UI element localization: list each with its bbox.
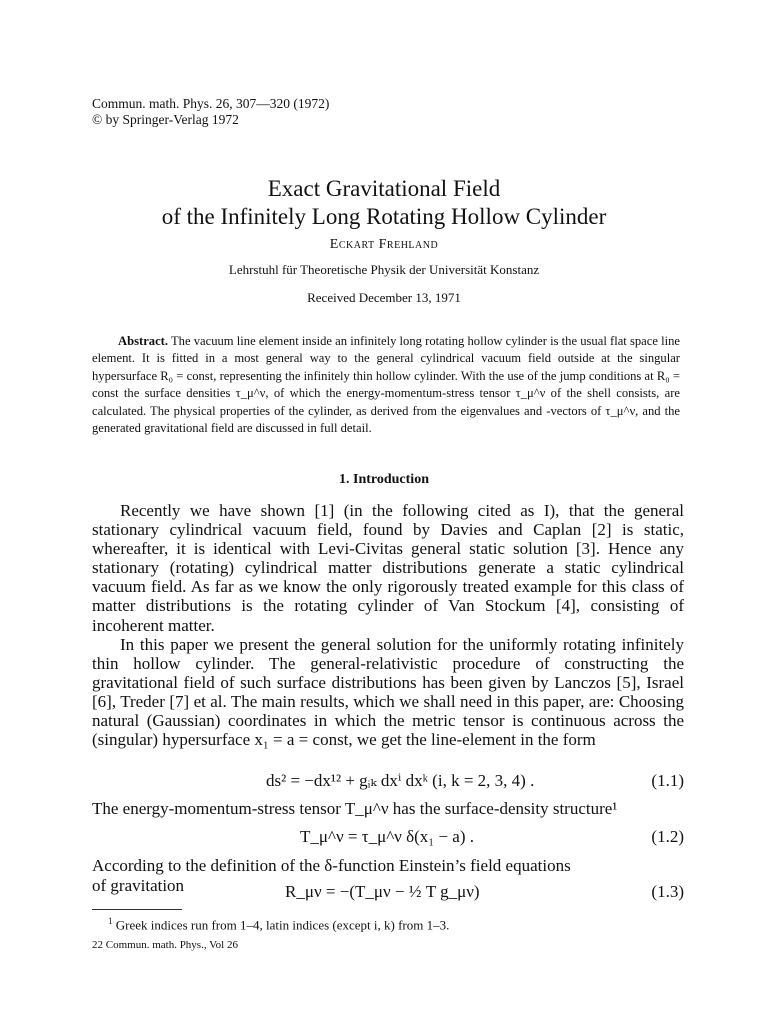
page-folio: 22 Commun. math. Phys., Vol 26 bbox=[92, 939, 238, 951]
equation-1-1 bbox=[92, 771, 684, 793]
introduction-body bbox=[92, 501, 684, 749]
of-gravitation-text: of gravitation bbox=[92, 876, 185, 895]
author-affiliation: Lehrstuhl für Theoretische Physik der Universität Konstanz bbox=[228, 262, 540, 277]
citation-line: Commun. math. Phys. 26, 307—320 (1972) bbox=[92, 96, 330, 111]
equation-formula: R_μν = −(T_μν − ½ T g_μν) bbox=[285, 882, 480, 901]
footnote-mark: 1 bbox=[108, 916, 113, 926]
paper-title-line-2: of the Infinitely Long Rotating Hollow Cylinder bbox=[161, 204, 607, 229]
abstract-label: Abstract. bbox=[118, 334, 169, 348]
copyright-line: © by Springer-Verlag 1972 bbox=[92, 112, 239, 127]
equation-formula: T_μ^ν = τ_μ^ν δ(x₁ − a) . bbox=[300, 827, 475, 846]
equation-number: (1.2) bbox=[651, 827, 684, 846]
equation-number: (1.1) bbox=[651, 771, 684, 790]
paragraph: In this paper we present the general solution for the uniformly rotating infinitely thin hollow cylinder. The general-relativistic procedure of constructing the gravitational field of such surface distributions has been given by Lanczos [5], Israel [6], Treder [7] et al. The main results, which we shall need in this paper, are: Choosing natural (Gaussian) coordinates in which the metric tensor is continuous across the (singular) hypersurface x₁ = a = const, we get the line-element in the form bbox=[92, 634, 684, 750]
equation-1-3 bbox=[92, 882, 684, 904]
equation-formula: ds² = −dx¹² + gᵢₖ dxⁱ dxᵏ (i, k = 2, 3, 4) . bbox=[266, 771, 535, 790]
author-name: Eckart Frehland bbox=[329, 237, 439, 252]
equation-1-2 bbox=[92, 827, 684, 849]
emst-sentence: The energy-momentum-stress tensor T_μ^ν has the surface-density structure¹ bbox=[92, 799, 618, 818]
paragraph: Recently we have shown [1] (in the following cited as I), that the general stationary cylindrical vacuum field, found by Davies and Caplan [2] is static, whereafter, it is identical with Levi-Civitas general static solution [3]. Hence any stationary (rotating) cylindrical matter distributions generate a static cylindrical vacuum field. As far as we know the only rigorously treated example for this class of matter distributions is the rotating cylinder of Van Stockum [4], consisting of incoherent matter. bbox=[92, 501, 684, 635]
footnote-rule bbox=[92, 909, 182, 910]
journal-citation bbox=[92, 96, 329, 128]
field-equations-sentence: According to the definition of the δ-function Einstein’s field equations bbox=[92, 856, 571, 875]
footnote-text: Greek indices run from 1–4, latin indices (except i, k) from 1–3. bbox=[115, 917, 450, 933]
section-heading: 1. Introduction bbox=[339, 472, 429, 487]
footnote bbox=[108, 916, 449, 933]
abstract bbox=[92, 333, 680, 437]
equation-number: (1.3) bbox=[651, 882, 684, 901]
abstract-text: The vacuum line element inside an infinitely long rotating hollow cylinder is the usual flat space line element. It is fitted in a most general way to the general cylindrical vacuum field outside at the singular hypersurface R₀ = const, representing the infinitely thin hollow cylinder. With the use of the jump conditions at R₀ = const the surface densities τ_μ^ν, of which the energy-momentum-stress tensor τ_μ^ν of the shell consists, are calculated. The physical properties of the cylinder, as derived from the eigenvalues and -vectors of τ_μ^ν, and the generated gravitational field are discussed in full detail. bbox=[92, 334, 680, 436]
paper-title-line-1: Exact Gravitational Field bbox=[267, 176, 501, 201]
received-date: Received December 13, 1971 bbox=[307, 290, 461, 305]
